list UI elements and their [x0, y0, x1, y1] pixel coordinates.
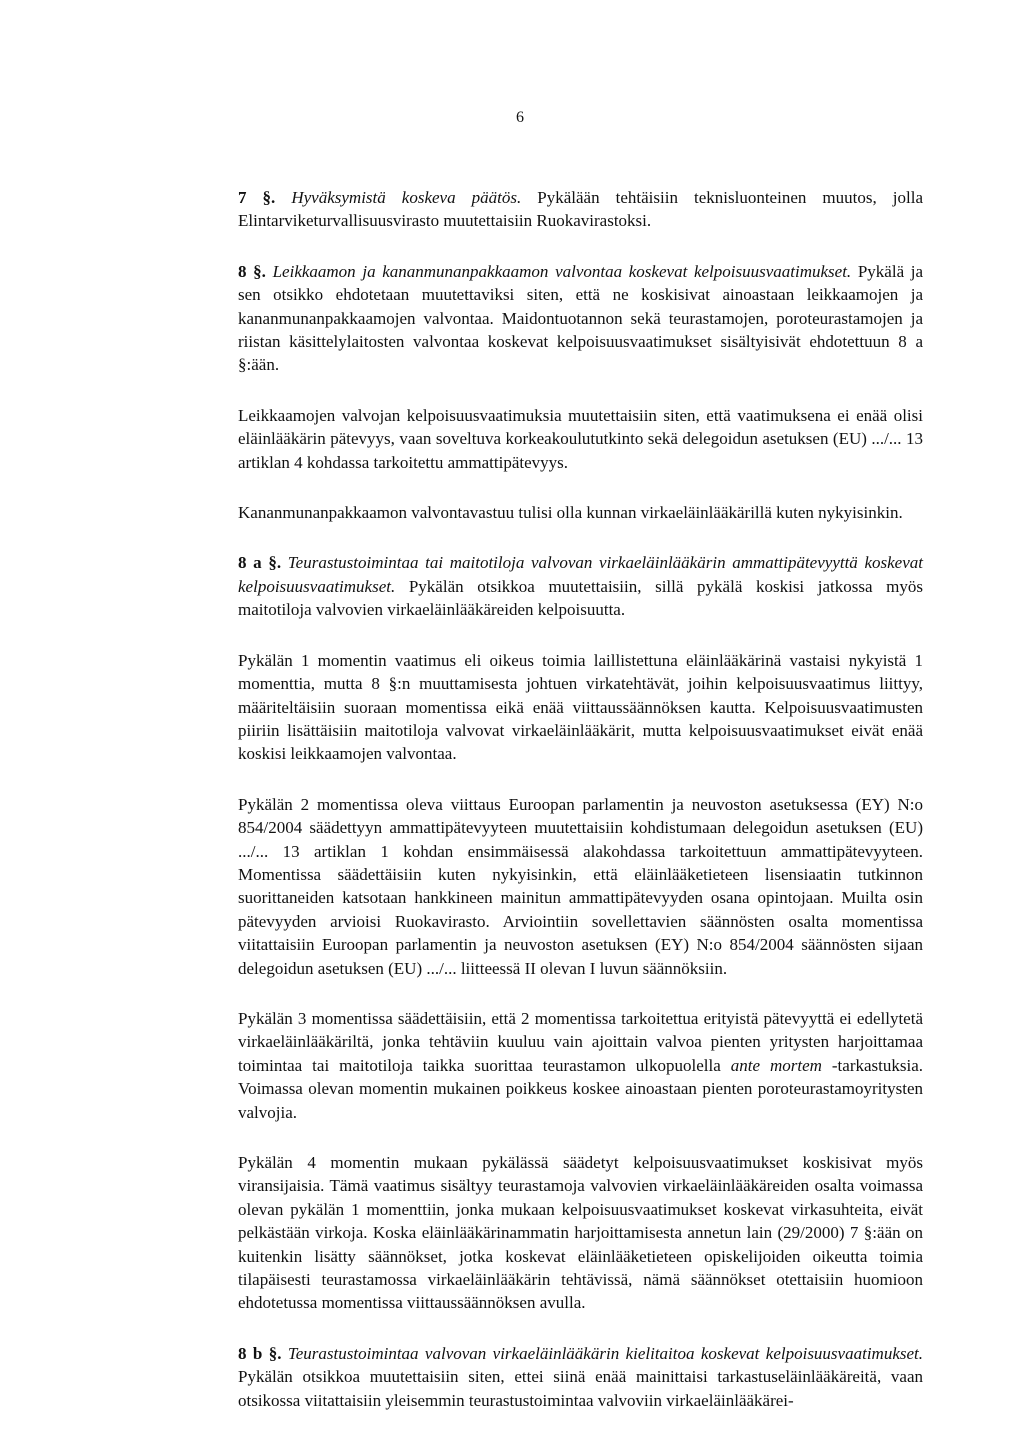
- section-number: 7 §.: [238, 188, 276, 207]
- paragraph: Pykälän 1 momentin vaatimus eli oikeus toimia laillistettuna eläinlääkärinä vastaisi nykyistä 1 momenttia, mutta 8 §:n muuttamisesta johtuen virkatehtävät, joihin kelpoisuusvaatimus liittyy, määriteltäisiin suoraan momentissa eikä enää viittaussäännöksen kautta. Kelpoisuusvaatimusten piiriin lisättäisiin maitotiloja valvovat virkaeläinlääkärit, mutta kelpoisuusvaatimukset eivät enää koskisi leikkaamojen valvontaa.: [238, 650, 923, 764]
- section-number: 8 a §.: [238, 553, 282, 573]
- paragraph-text: Pykälän otsikkoa muutettaisiin siten, ettei siinä enää mainittaisi tarkastuseläinlääkäreitä, vaan otsikossa viitattaisiin yleisemmin teurastustoimintaa valvoviin virkaeläinlääkärei-: [238, 1367, 923, 1410]
- paragraph: Kananmunanpakkaamon valvontavastuu tulisi olla kunnan virkaeläinlääkärillä kuten nykyisinkin.: [238, 503, 903, 523]
- section-heading: Hyväksymistä koskeva päätös.: [291, 188, 522, 207]
- paragraph: Pykälän 2 momentissa oleva viittaus Euroopan parlamentin ja neuvoston asetuksessa (EY) N:o 854/2004 säädettyyn ammattipätevyyteen muutettaisiin kohdistumaan delegoidun asetuksen (EU) .../... 13 artiklan 1 kohdan ensimmäisessä alakohdassa tarkoitettuun ammattipätevyyteen. Momentissa säädettäisiin kuten nykyisinkin, että eläinlääketieteen lisensiaatin tutkinnon suorittaneiden katsotaan hankkineen mainitun ammattipätevyyden osana opintojaan. Muilta osin pätevyyden arvioisi Ruokavirasto. Arviointiin sovellettavien säännösten osalta momentissa viitattaisiin Euroopan parlamentin ja neuvoston asetuksen (EY) N:o 854/2004 säännösten sijaan delegoidun asetuksen (EU) .../... liitteessä II olevan I luvun säännöksiin.: [238, 794, 923, 978]
- paragraph: Pykälän 4 momentin mukaan pykälässä säädetyt kelpoisuusvaatimukset koskisivat myös viransijaisia. Tämä vaatimus sisältyy teurastamoja valvovien virkaeläinlääkäreiden osalta voimassa olevan pykälän 1 momenttiin, jonka mukaan kelpoisuusvaatimukset koskevat virkasuhteita, eivät pelkästään virkoja. Koska eläinlääkärinammatin harjoittamisesta annetun lain (29/2000) 7 §:ään on kuitenkin lisätty säännökset, jotka koskevat eläinlääketieteen opiskelijoiden oikeutta toimia tilapäisesti teurastamossa virkaeläinlääkärin tehtävissä, nämä säännökset otettaisiin huomioon ehdotetussa momentissa viittaussäännöksen avulla.: [238, 1153, 923, 1313]
- section-heading: Teurastustoimintaa tai maitotiloja valvovan virkaeläinlääkärin ammattipätevyyttä koskevat kelpoisuusvaatimukset.: [238, 553, 924, 596]
- latin-term: ante mortem: [730, 1055, 822, 1075]
- document-body: [238, 186, 923, 1439]
- section-number: 8 b §.: [238, 1343, 282, 1363]
- section-heading: Teurastustoimintaa valvovan virkaeläinlääkärin kielitaitoa koskevat kelpoisuusvaatimukset.: [287, 1343, 923, 1363]
- section-8: [238, 260, 923, 377]
- section-heading: Leikkaamon ja kananmunanpakkaamon valvontaa koskevat kelpoisuusvaatimukset.: [272, 261, 852, 281]
- section-8a: [238, 551, 923, 621]
- paragraph-text: Pykälän otsikkoa muutettaisiin, sillä pykälä koskisi jatkossa myös maitotiloja valvovien virkaeläinlääkäreiden kelpoisuutta.: [238, 576, 924, 620]
- section-number: 8 §.: [238, 261, 266, 281]
- paragraph-text: -tarkastuksia. Voimassa olevan momentin mukainen poikkeus koskee ainoastaan pienten poroteurastamoyritysten valvojia.: [238, 1055, 923, 1122]
- paragraph: [238, 1007, 923, 1124]
- paragraph-text: Pykälään tehtäisiin teknisluonteinen muutos, jolla Elintarviketurvallisuusvirasto muutettaisiin Ruokavirastoksi.: [238, 188, 923, 231]
- section-8b: [238, 1342, 923, 1412]
- paragraph-text: Pykälän 3 momentissa säädettäisiin, että 2 momentissa tarkoitettua erityistä pätevyyttä ei edellytetä virkaeläinlääkäriltä, jonka tehtäviin kuuluu vain ajoittain valvoa pienten yritysten harjoittamaa toimintaa tai maitotiloja taikka suorittaa teurastamon ulkopuolella: [238, 1008, 923, 1075]
- paragraph: Leikkaamojen valvojan kelpoisuusvaatimuksia muutettaisiin siten, että vaatimuksena ei enää olisi eläinlääkärin pätevyys, vaan soveltuva korkeakoulututkinto sekä delegoidun asetuksen (EU) .../... 13 artiklan 4 kohdassa tarkoitettu ammattipätevyys.: [238, 405, 923, 472]
- paragraph-text: Pykälä ja sen otsikko ehdotetaan muutettaviksi siten, että ne koskisivat ainoastaan leikkaamojen ja kananmunanpakkaamojen valvontaa. Maidontuotannon sekä teurastamojen, poroteurastamojen ja riistan käsittelylaitosten valvontaa koskevat kelpoisuusvaatimukset sisältyisivät ehdotettuun 8 a §:ään.: [238, 261, 924, 375]
- page-number: 6: [516, 109, 524, 126]
- section-7: [238, 186, 923, 233]
